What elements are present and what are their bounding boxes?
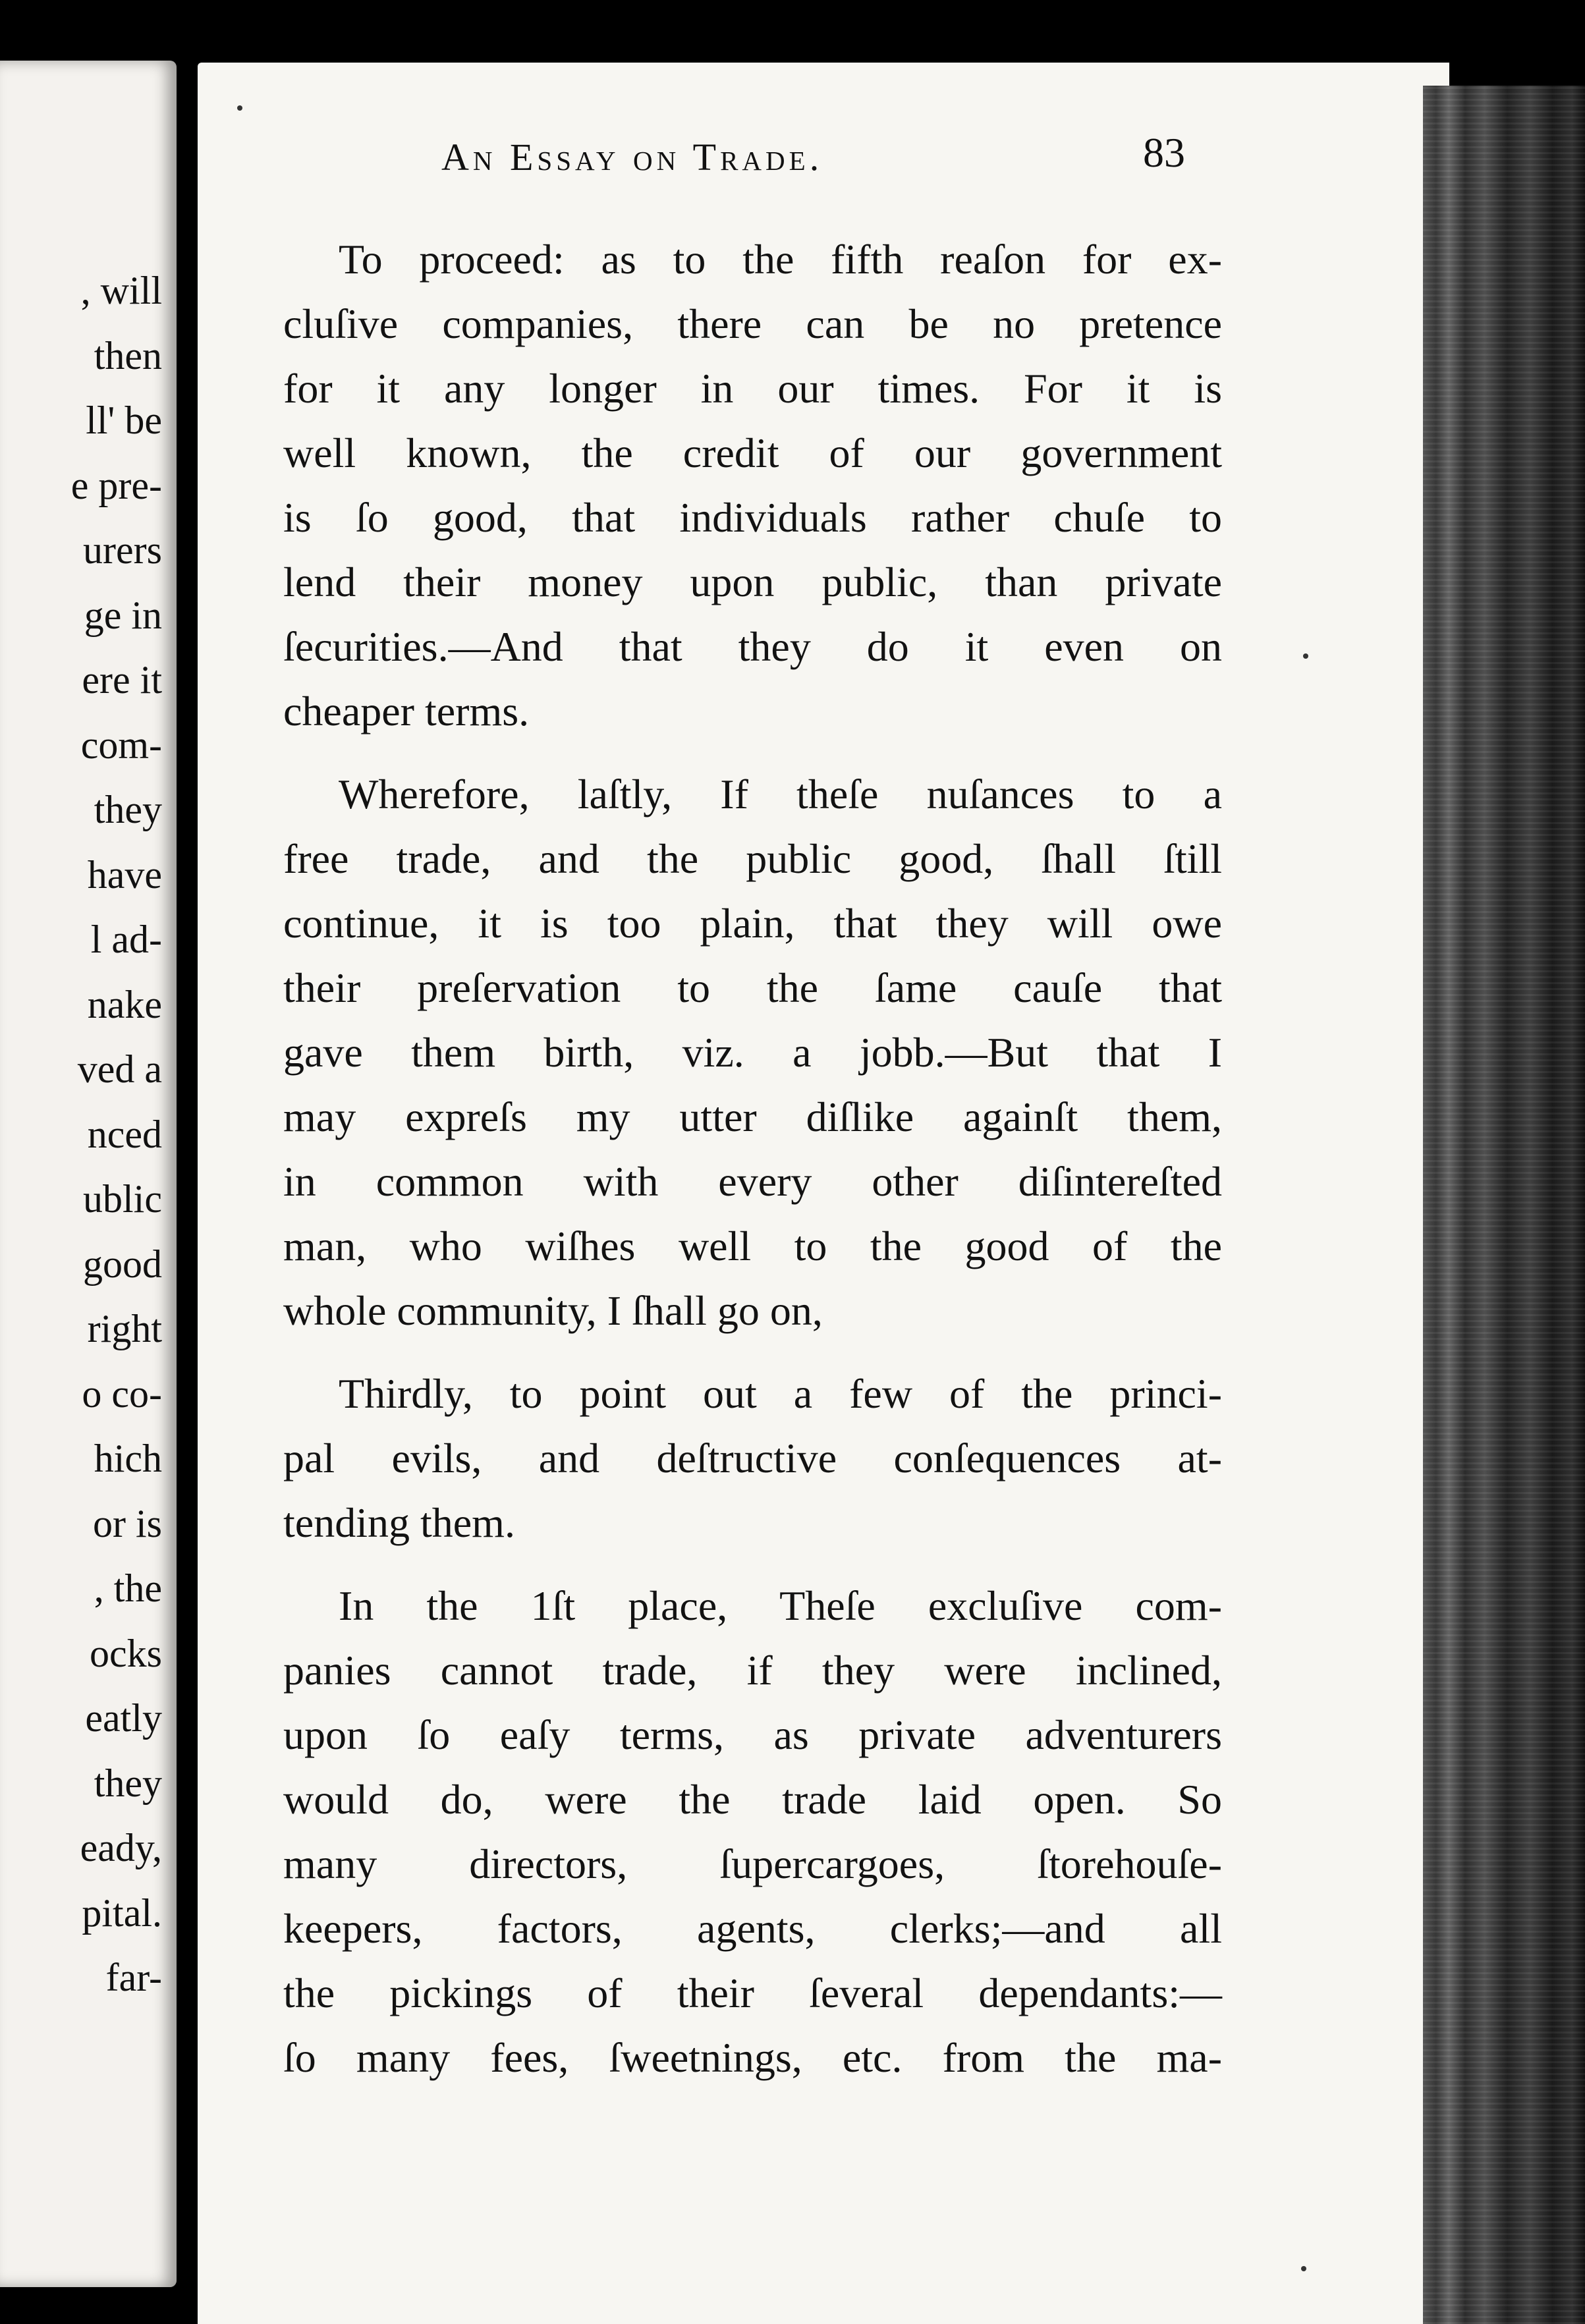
fragment-line: ved a bbox=[77, 1047, 162, 1091]
text-line: Thirdly, to point out a few of the princi- bbox=[339, 1370, 1222, 1417]
fragment-line: , the bbox=[94, 1566, 162, 1610]
text-line: ſecurities.—And that they do it even on bbox=[283, 623, 1222, 670]
text-line: pal evils, and deſtructive conſequences at- bbox=[283, 1435, 1222, 1481]
ink-speck bbox=[1301, 2266, 1306, 2271]
text-line: To proceed: as to the fifth reaſon for ex- bbox=[339, 236, 1222, 283]
running-head: An Essay on Trade. bbox=[441, 136, 823, 179]
fragment-line: o co- bbox=[82, 1371, 162, 1416]
paragraph bbox=[283, 227, 1222, 744]
text-line: whole community, I ſhall go on, bbox=[283, 1287, 823, 1334]
text-line: the pickings of their ſeveral dependants:— bbox=[283, 1970, 1222, 2016]
text-line: man, who wiſhes well to the good of the bbox=[283, 1223, 1222, 1269]
text-line: gave them birth, viz. a jobb.—But that I bbox=[283, 1029, 1222, 1076]
fragment-line: good bbox=[83, 1242, 162, 1286]
text-line: keepers, factors, agents, clerks;—and all bbox=[283, 1905, 1222, 1952]
text-line: lend their money upon public, than private bbox=[283, 559, 1222, 605]
fragment-line: or is bbox=[93, 1501, 162, 1545]
text-line: cluſive companies, there can be no pretence bbox=[283, 300, 1222, 347]
paragraph bbox=[283, 1574, 1222, 2090]
fragment-line: ll' be bbox=[86, 399, 162, 442]
fragment-line: , will bbox=[80, 269, 162, 312]
ink-speck bbox=[1303, 653, 1308, 659]
fragment-line: urers bbox=[83, 528, 162, 572]
previous-page-fragments bbox=[71, 258, 162, 2010]
text-line: in common with every other diſintereſted bbox=[283, 1158, 1222, 1205]
text-line: free trade, and the public good, ſhall ſtill bbox=[283, 835, 1222, 882]
text-line: well known, the credit of our government bbox=[283, 429, 1222, 476]
ink-speck bbox=[237, 105, 242, 111]
text-line: may expreſs my utter diſlike againſt them, bbox=[283, 1093, 1222, 1140]
fragment-line: far- bbox=[105, 1956, 162, 1999]
fragment-line: they bbox=[94, 1761, 162, 1805]
previous-page-edge bbox=[0, 61, 177, 2287]
fragment-line: ublic bbox=[83, 1177, 162, 1221]
fragment-line: eady, bbox=[80, 1826, 162, 1869]
fragment-line: l ad- bbox=[90, 918, 162, 961]
text-line: upon ſo eaſy terms, as private adventurers bbox=[283, 1711, 1222, 1758]
text-line: for it any longer in our times. For it is bbox=[283, 365, 1222, 412]
fragment-line: pital. bbox=[82, 1891, 162, 1935]
page-body bbox=[283, 227, 1222, 2090]
fragment-line: ge in bbox=[84, 593, 162, 637]
text-line: Wherefore, laſtly, If theſe nuſances to a bbox=[339, 771, 1222, 817]
fragment-line: nake bbox=[87, 982, 162, 1026]
fragment-line: com- bbox=[80, 723, 162, 767]
text-line: In the 1ſt place, Theſe excluſive com- bbox=[339, 1582, 1222, 1629]
fragment-line: they bbox=[94, 788, 162, 831]
page-number: 83 bbox=[1143, 129, 1185, 176]
text-line: many directors, ſupercargoes, ſtorehouſe- bbox=[283, 1840, 1222, 1887]
paragraph bbox=[283, 762, 1222, 1343]
fragment-line: ere it bbox=[82, 658, 162, 702]
page-block-edge bbox=[1423, 86, 1585, 2324]
paragraph bbox=[283, 1362, 1222, 1555]
text-line: is ſo good, that individuals rather chuſe to bbox=[283, 494, 1222, 541]
fragment-line: have bbox=[87, 852, 162, 897]
fragment-line: then bbox=[94, 333, 162, 377]
fragment-line: ocks bbox=[90, 1631, 162, 1675]
fragment-line: nced bbox=[87, 1112, 162, 1156]
fragment-line: eatly bbox=[85, 1696, 162, 1740]
text-line: ſo many fees, ſweetnings, etc. from the ma- bbox=[283, 2034, 1222, 2081]
text-line: panies cannot trade, if they were inclined, bbox=[283, 1647, 1222, 1694]
fragment-line: hich bbox=[94, 1437, 162, 1480]
text-line: tending them. bbox=[283, 1499, 515, 1546]
text-line: continue, it is too plain, that they will owe bbox=[283, 900, 1222, 947]
text-line: cheaper terms. bbox=[283, 688, 530, 734]
text-line: their preſervation to the ſame cauſe that bbox=[283, 964, 1222, 1011]
text-line: would do, were the trade laid open. So bbox=[283, 1776, 1222, 1823]
fragment-line: e pre- bbox=[70, 463, 162, 507]
fragment-line: right bbox=[87, 1307, 162, 1350]
